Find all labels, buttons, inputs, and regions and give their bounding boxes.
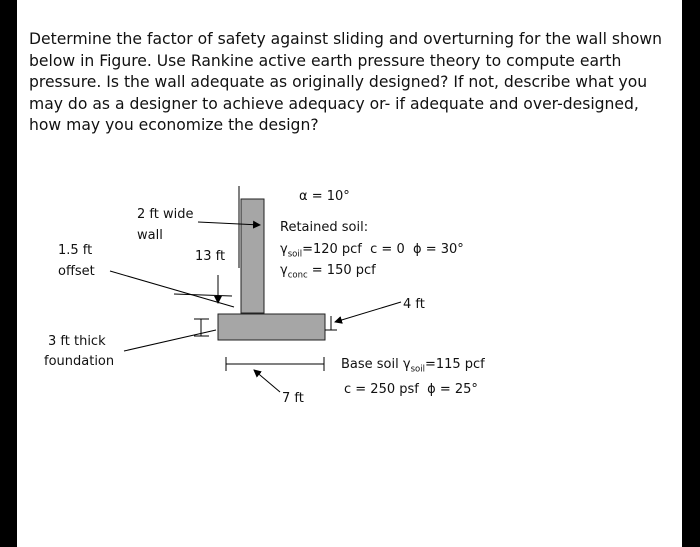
offset-leader (110, 271, 234, 307)
foundation-label-2: foundation (44, 354, 115, 369)
gamma-soil-symbol: γ (280, 242, 288, 257)
base-soil-unit-weight (341, 357, 485, 375)
concrete-unit-weight (280, 263, 376, 281)
gamma-conc-subscript: conc (287, 270, 308, 281)
base-soil-strength (344, 382, 478, 397)
wall-width-label-2: wall (137, 228, 163, 243)
base-soil-value: =115 pcf (424, 357, 485, 372)
offset-level-line (174, 294, 232, 296)
friction-angle-retained: ϕ = 30° (413, 242, 464, 257)
heel-leader (335, 302, 401, 322)
heel-length-label: 4 ft (403, 297, 425, 312)
foundation-label: 3 ft thick (48, 334, 106, 349)
cohesion-retained: c = 0 (370, 242, 405, 257)
wall-width-label: 2 ft wide (137, 207, 194, 222)
retained-soil-title: Retained soil: (280, 220, 369, 235)
wall-stem (241, 199, 264, 313)
foundation-leader (124, 330, 216, 351)
offset-label-2: offset (58, 264, 95, 279)
base-length-label: 7 ft (282, 391, 304, 406)
gamma-conc-symbol: γ (280, 263, 288, 278)
offset-label: 1.5 ft (58, 243, 93, 258)
question-text: Determine the factor of safety against sliding and overturning for the wall shown below in Figure. Use Rankine active earth pressure theory to compute earth pressure. Is the wall adequate as originally designed? If not, describe what you may do as a designer to achieve adequacy or- if adequate and over-designed, how may you economize the design? (29, 30, 663, 135)
gamma-soil-subscript: soil (287, 249, 303, 260)
base-soil-subscript: soil (410, 364, 425, 375)
base-length-leader (254, 370, 280, 392)
friction-angle-base: ϕ = 25° (427, 382, 478, 397)
wall-height-label: 13 ft (195, 249, 226, 264)
base-soil-prefix: Base soil γ (341, 357, 411, 372)
gamma-soil-value: =120 pcf (302, 242, 362, 257)
cohesion-base: c = 250 psf (344, 382, 419, 397)
backfill-slope-label: α = 10° (299, 189, 350, 204)
retained-soil-properties (280, 242, 464, 260)
page (17, 0, 682, 547)
gamma-conc-value: = 150 pcf (307, 263, 376, 278)
foundation (218, 314, 325, 340)
